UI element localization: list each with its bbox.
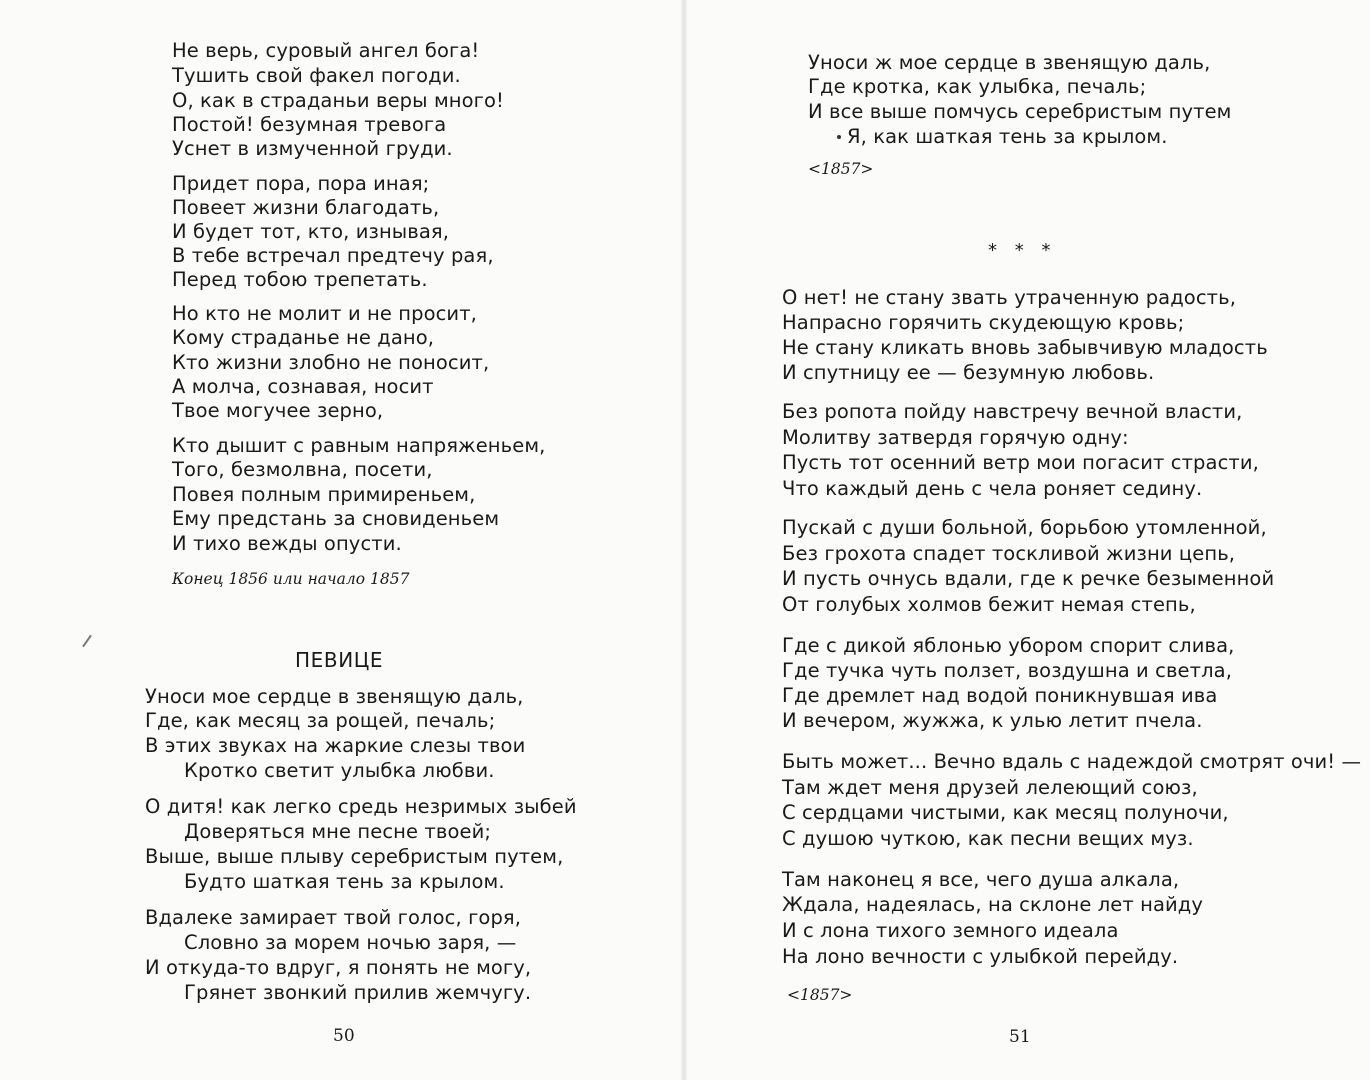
verse-line: Выше, выше плыву серебристым путем,: [145, 845, 564, 868]
verse-line: И пусть очнусь вдали, где к речке безыменной: [782, 567, 1275, 590]
verse-line: Где дремлет над водой поникнувшая ива: [782, 684, 1218, 707]
verse-line: Ему предстань за сновиденьем: [172, 507, 500, 530]
verse-line: Твое могучее зерно,: [172, 399, 384, 422]
verse-line: Словно за морем ночью заря, —: [184, 931, 517, 954]
verse-line: Пусть тот осенний ветр мои погасит страсти,: [782, 451, 1259, 474]
verse-line: Напрасно горячить скудеющую кровь;: [782, 311, 1185, 334]
page-number-right: 51: [1009, 1027, 1031, 1047]
verse-line: Быть может... Вечно вдаль с надеждой смотрят очи! —: [782, 750, 1362, 773]
verse-line: О нет! не стану звать утраченную радость,: [782, 286, 1236, 309]
verse-line: Там наконец я все, чего душа алкала,: [782, 868, 1180, 891]
left-page: [0, 0, 684, 1080]
verse-line: На лоно вечности с улыбкой перейду.: [782, 945, 1179, 968]
poem-date: <1857>: [787, 986, 853, 1004]
verse-line: Ждала, надеялась, на склоне лет найду: [782, 893, 1204, 916]
verse-line: И вечером, жужжа, к улью летит пчела.: [782, 709, 1203, 732]
verse-line: Молитву затвердя горячую одну:: [782, 426, 1129, 449]
verse-line: Уноси мое сердце в звенящую даль,: [145, 685, 524, 708]
verse-line: Постой! безумная тревога: [172, 113, 447, 136]
verse-line: Не стану кликать вновь забывчивую младость: [782, 336, 1268, 359]
verse-line: И откуда-то вдруг, я понять не могу,: [145, 956, 532, 979]
verse-line: В тебе встречал предтечу рая,: [172, 244, 494, 267]
verse-line: Придет пора, пора иная;: [172, 172, 430, 195]
verse-line: Без грохота спадет тоскливой жизни цепь,: [782, 542, 1236, 565]
verse-line: Повеет жизни благодать,: [172, 196, 440, 219]
verse-line: Грянет звонкий прилив жемчугу.: [184, 981, 532, 1004]
verse-line: От голубых холмов бежит немая степь,: [782, 593, 1196, 616]
verse-line: И будет тот, кто, изнывая,: [172, 220, 450, 243]
verse-line: Кому страданье не дано,: [172, 326, 435, 349]
verse-line: С сердцами чистыми, как месяц полуночи,: [782, 801, 1229, 824]
poem-date: Конец 1856 или начало 1857: [172, 570, 410, 588]
verse-line: В этих звуках на жаркие слезы твои: [145, 734, 526, 757]
verse-line: Что каждый день с чела роняет седину.: [782, 477, 1203, 500]
verse-line: Где тучка чуть ползет, воздушна и светла,: [782, 659, 1233, 682]
verse-line: Где, как месяц за рощей, печаль;: [145, 709, 496, 732]
verse-line: Вдалеке замирает твой голос, горя,: [145, 906, 522, 929]
verse-line: Кто жизни злобно не поносит,: [172, 351, 490, 374]
verse-line: Кротко светит улыбка любви.: [184, 759, 495, 782]
verse-line: Без ропота пойду навстречу вечной власти,: [782, 400, 1243, 423]
poem-date: <1857>: [808, 160, 874, 178]
verse-line: Где с дикой яблонью убором спорит слива,: [782, 634, 1235, 657]
verse-line: Но кто не молит и не просит,: [172, 302, 477, 325]
verse-line: С душою чуткою, как песни вещих муз.: [782, 827, 1194, 850]
verse-line: И все выше помчусь серебристым путем: [808, 100, 1232, 123]
verse-line: Того, безмолвна, посети,: [172, 458, 433, 481]
verse-line: Уснет в измученной груди.: [172, 137, 453, 160]
verse-line: И тихо вежды опусти.: [172, 532, 402, 555]
verse-line: О дитя! как легко средь незримых зыбей: [145, 795, 577, 818]
page-number-left: 50: [333, 1026, 355, 1046]
verse-line: И спутницу ее — безумную любовь.: [782, 361, 1155, 384]
stray-dot: [837, 135, 841, 139]
verse-line: Где кротка, как улыбка, печаль;: [808, 75, 1147, 98]
verse-line: Там ждет меня друзей лелеющий союз,: [782, 776, 1198, 799]
verse-line: Кто дышит с равным напряженьем,: [172, 434, 546, 457]
poem-title: ПЕВИЦЕ: [295, 648, 384, 672]
poem-asterism: * * *: [988, 240, 1057, 261]
verse-line: Пускай с души больной, борьбою утомленной,: [782, 516, 1267, 539]
verse-line: Тушить свой факел погоди.: [172, 64, 461, 87]
verse-line: Повея полным примиреньем,: [172, 483, 476, 506]
stray-pen-mark: [82, 635, 92, 648]
verse-line: Я, как шаткая тень за крылом.: [847, 125, 1168, 148]
verse-line: А молча, сознавая, носит: [172, 375, 434, 398]
right-page: [686, 0, 1370, 1080]
verse-line: Не верь, суровый ангел бога!: [172, 39, 480, 62]
verse-line: Уноси ж мое сердце в звенящую даль,: [808, 51, 1211, 74]
verse-line: Перед тобою трепетать.: [172, 268, 428, 291]
verse-line: Доверяться мне песне твоей;: [184, 820, 492, 843]
verse-line: И с лона тихого земного идеала: [782, 919, 1119, 942]
verse-line: Будто шаткая тень за крылом.: [184, 870, 505, 893]
verse-line: О, как в страданьи веры много!: [172, 89, 504, 112]
